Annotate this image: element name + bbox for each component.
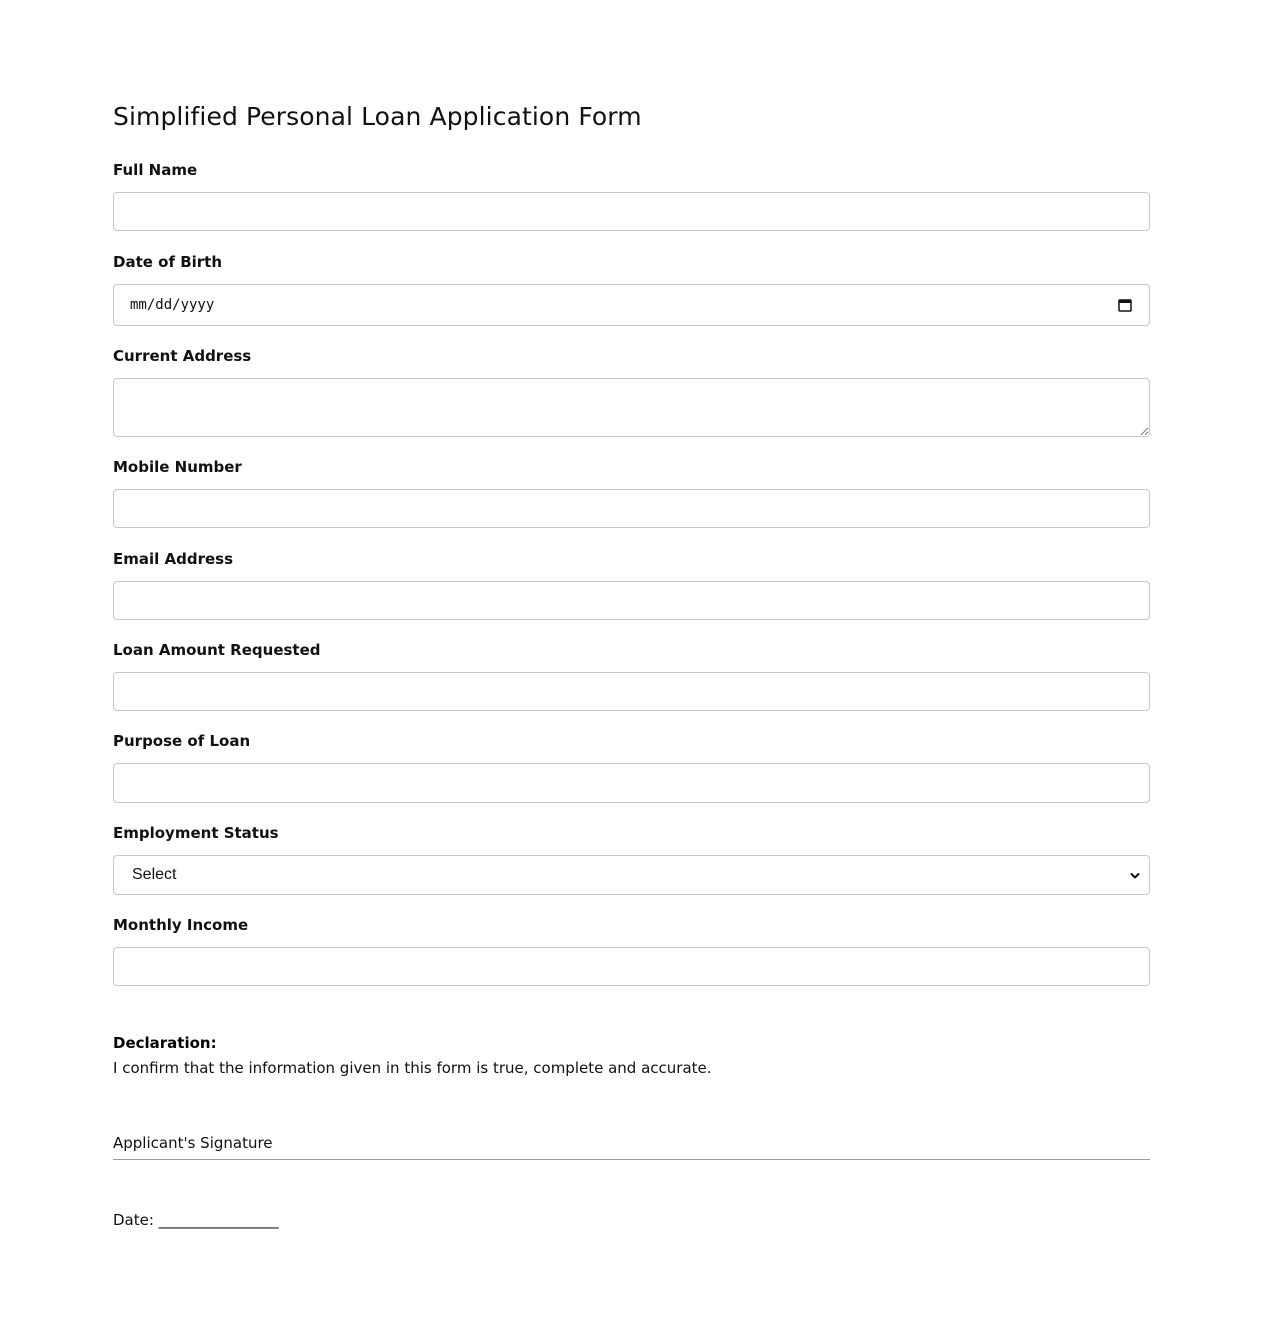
date-of-birth-placeholder: mm/dd/yyyy <box>130 297 215 313</box>
page-title: Simplified Personal Loan Application Form <box>113 102 642 131</box>
declaration-heading: Declaration: <box>113 1034 217 1052</box>
signature-label: Applicant's Signature <box>113 1134 273 1152</box>
date-of-birth-label: Date of Birth <box>113 253 223 271</box>
full-name-input[interactable] <box>113 192 1150 231</box>
purpose-of-loan-input[interactable] <box>113 763 1150 803</box>
full-name-label: Full Name <box>113 161 198 179</box>
date-line: Date: ________________ <box>113 1211 279 1229</box>
employment-status-label: Employment Status <box>113 824 279 842</box>
current-address-label: Current Address <box>113 347 252 365</box>
purpose-of-loan-label: Purpose of Loan <box>113 732 251 750</box>
signature-line <box>113 1159 1150 1160</box>
monthly-income-input[interactable] <box>113 947 1150 986</box>
mobile-number-label: Mobile Number <box>113 458 242 476</box>
chevron-down-icon <box>1129 869 1141 881</box>
current-address-textarea[interactable] <box>113 378 1150 437</box>
declaration-text: I confirm that the information given in this form is true, complete and accurate. <box>113 1059 712 1077</box>
employment-status-select[interactable] <box>113 855 1150 895</box>
employment-status-selected-value: Select <box>132 866 177 883</box>
email-address-label: Email Address <box>113 550 234 568</box>
mobile-number-input[interactable] <box>113 489 1150 528</box>
loan-amount-input[interactable] <box>113 672 1150 711</box>
monthly-income-label: Monthly Income <box>113 916 249 934</box>
email-address-input[interactable] <box>113 581 1150 620</box>
date-of-birth-input[interactable] <box>113 284 1150 326</box>
loan-amount-label: Loan Amount Requested <box>113 641 321 659</box>
calendar-icon[interactable] <box>1117 297 1133 313</box>
